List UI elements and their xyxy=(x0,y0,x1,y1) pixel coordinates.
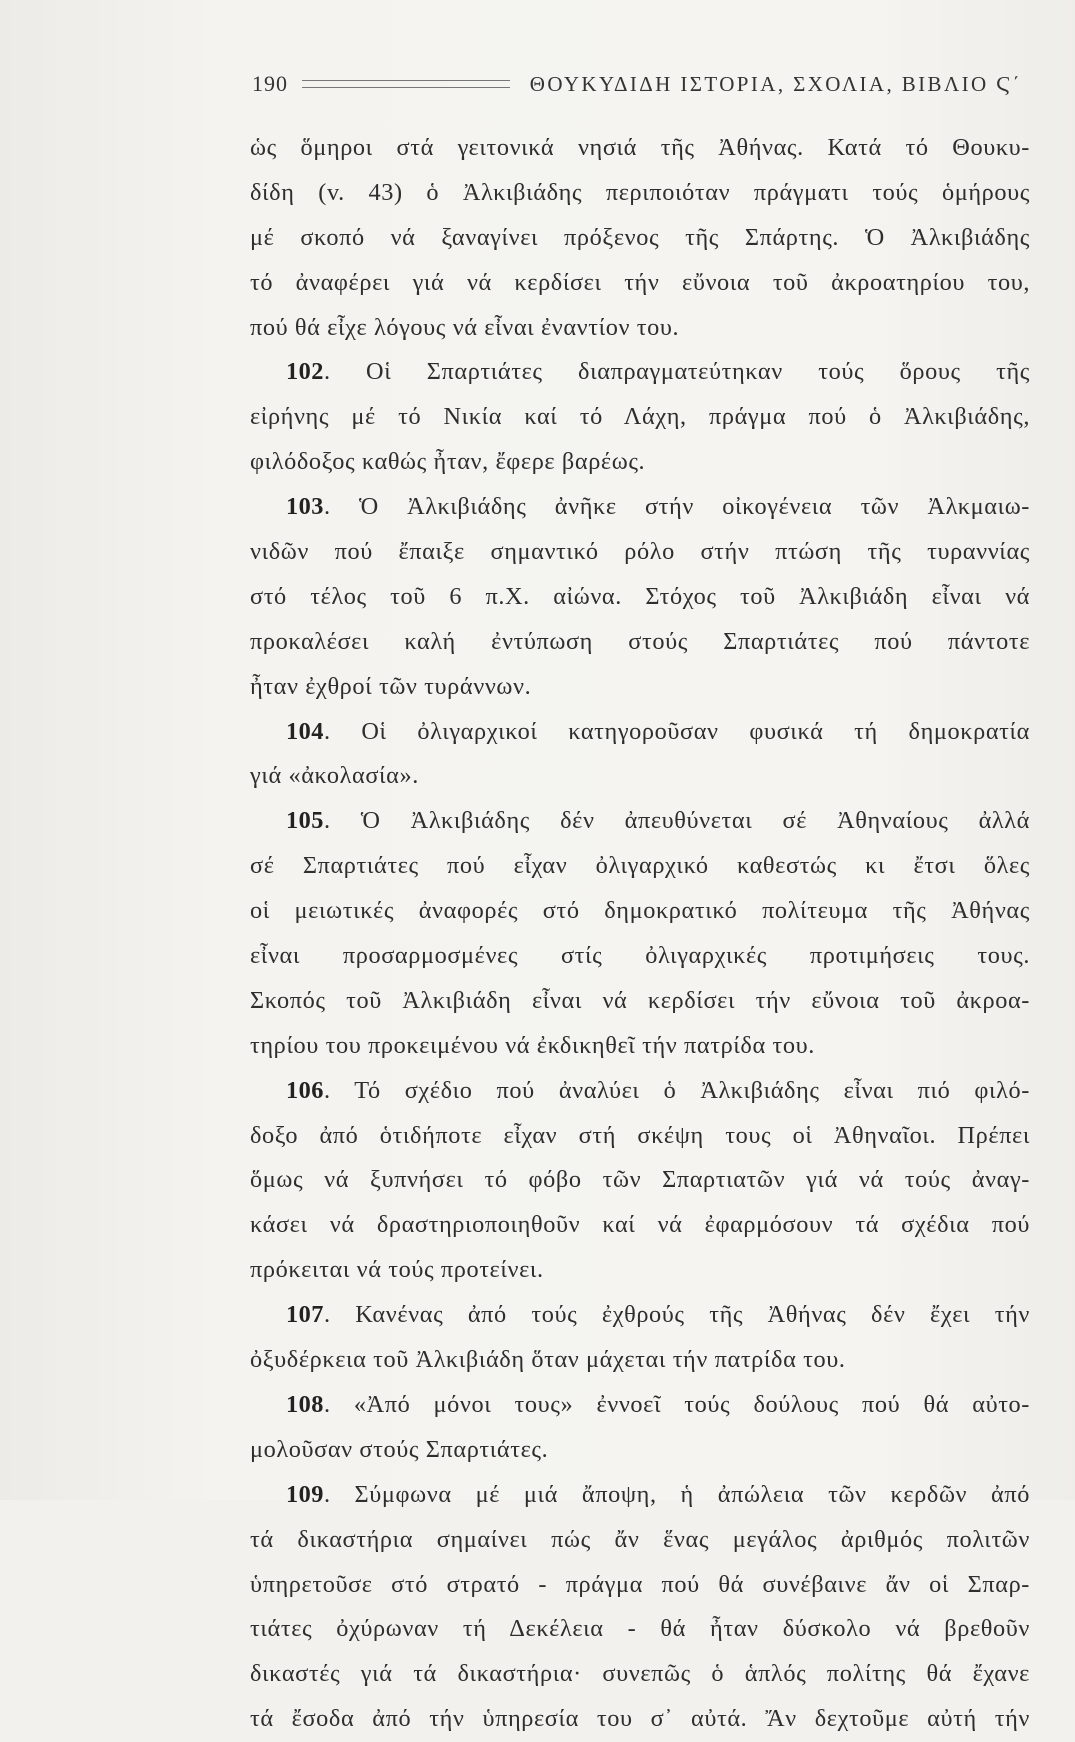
text-line xyxy=(250,665,1030,710)
note-number: 106 xyxy=(286,1076,324,1104)
text-line xyxy=(250,754,1030,799)
text-line xyxy=(250,710,1030,755)
line-text: . Οἱ Σπαρτιάτες διαπραγματεύτηκαν τούς ὅρους τῆς xyxy=(323,358,1030,386)
text-line xyxy=(250,799,1030,844)
line-text: . «Ἀπό μόνοι τους» ἐννοεῖ τούς δούλους πού θά αὐτο- xyxy=(323,1390,1030,1418)
line-text: σέ Σπαρτιάτες πού εἶχαν ὀλιγαρχικό καθεστώς κι ἔτσι ὅλες xyxy=(250,852,1030,880)
text-line xyxy=(250,1652,1030,1697)
line-text: . Σύμφωνα μέ μιά ἄποψη, ἡ ἀπώλεια τῶν κερδῶν ἀπό xyxy=(323,1480,1030,1508)
line-text: κάσει νά δραστηριοποιηθοῦν καί νά ἐφαρμόσουν τά σχέδια πού xyxy=(250,1211,1030,1239)
text-line xyxy=(250,1248,1030,1293)
line-text: νιδῶν πού ἔπαιξε σημαντικό ρόλο στήν πτώση τῆς τυραννίας xyxy=(250,538,1030,566)
line-text: φιλόδοξος καθώς ἦταν, ἔφερε βαρέως. xyxy=(250,448,646,476)
text-line xyxy=(250,261,1030,306)
note-number: 104 xyxy=(286,717,324,745)
line-text: εἰρήνης μέ τό Νικία καί τό Λάχη, πράγμα πού ὁ Ἀλκιβιάδης, xyxy=(250,403,1030,431)
line-text: τά ἔσοδα ἀπό τήν ὑπηρεσία του σ᾽ αὐτά. Ἄν δεχτοῦμε αὐτή τήν xyxy=(250,1705,1030,1733)
note-number: 105 xyxy=(286,807,324,835)
line-text: εἶναι προσαρμοσμένες στίς ὀλιγαρχικές προτιμήσεις τους. xyxy=(250,942,1030,970)
line-text: δίδη (v. 43) ὁ Ἀλκιβιάδης περιποιόταν πράγματι τούς ὁμήρους xyxy=(250,178,1030,206)
text-line xyxy=(250,1069,1030,1114)
text-line xyxy=(250,889,1030,934)
line-text: τό ἀναφέρει γιά νά κερδίσει τήν εὔνοια τοῦ ἀκροατηρίου του, xyxy=(250,268,1030,296)
text-line xyxy=(250,1473,1030,1518)
line-text: δοξο ἀπό ὁτιδήποτε εἶχαν στή σκέψη τους οἱ Ἀθηναῖοι. Πρέπει xyxy=(250,1121,1030,1149)
note-number: 102 xyxy=(286,358,324,386)
note-number: 103 xyxy=(286,493,324,521)
line-text: στό τέλος τοῦ 6 π.Χ. αἰώνα. Στόχος τοῦ Ἀλκιβιάδη εἶναι νά xyxy=(250,582,1030,610)
text-line xyxy=(250,395,1030,440)
text-line xyxy=(250,216,1030,261)
line-text: πρόκειται νά τούς προτείνει. xyxy=(250,1256,544,1284)
text-line xyxy=(250,1114,1030,1159)
text-line xyxy=(250,1518,1030,1563)
line-text: γιά «ἀκολασία». xyxy=(250,762,419,790)
text-line xyxy=(250,171,1030,216)
text-line xyxy=(250,1563,1030,1608)
running-title: ΘΟΥΚΥΔΙΔΗ ΙΣΤΟΡΙΑ, ΣΧΟΛΙΑ, ΒΙΒΛΙΟ Ϛ΄ xyxy=(529,71,1022,96)
line-text: ὀξυδέρκεια τοῦ Ἀλκιβιάδη ὅταν μάχεται τήν πατρίδα του. xyxy=(250,1346,846,1374)
line-text: μέ σκοπό νά ξαναγίνει πρόξενος τῆς Σπάρτης. Ὁ Ἀλκιβιάδης xyxy=(250,223,1030,251)
text-line xyxy=(250,530,1030,575)
text-line xyxy=(250,979,1030,1024)
text-line xyxy=(250,350,1030,395)
line-text: . Κανένας ἀπό τούς ἐχθρούς τῆς Ἀθήνας δέν ἔχει τήν xyxy=(323,1301,1030,1329)
text-line xyxy=(250,1383,1030,1428)
text-line xyxy=(250,126,1030,171)
note-number: 109 xyxy=(286,1480,324,1508)
line-text: μολοῦσαν στούς Σπαρτιάτες. xyxy=(250,1435,549,1463)
line-text: προκαλέσει καλή ἐντύπωση στούς Σπαρτιάτες πού πάντοτε xyxy=(250,627,1030,655)
text-line xyxy=(250,1024,1030,1069)
text-line xyxy=(250,1697,1030,1742)
line-text: πού θά εἶχε λόγους νά εἶναι ἐναντίον του. xyxy=(250,313,680,341)
text-line xyxy=(250,934,1030,979)
line-text: ὅμως νά ξυπνήσει τό φόβο τῶν Σπαρτιατῶν γιά νά τούς ἀναγ- xyxy=(250,1166,1030,1194)
line-text: τιάτες ὀχύρωναν τή Δεκέλεια - θά ἦταν δύσκολο νά βρεθοῦν xyxy=(250,1615,1030,1643)
page-number: 190 xyxy=(252,71,288,96)
line-text: Σκοπός τοῦ Ἀλκιβιάδη εἶναι νά κερδίσει τήν εὔνοια τοῦ ἀκροα- xyxy=(250,986,1030,1014)
page-header xyxy=(252,64,1022,104)
line-text: τά δικαστήρια σημαίνει πώς ἄν ἕνας μεγάλος ἀριθμός πολιτῶν xyxy=(250,1525,1030,1553)
text-line xyxy=(250,1158,1030,1203)
text-line xyxy=(250,1203,1030,1248)
text-line xyxy=(250,1338,1030,1383)
text-line xyxy=(250,620,1030,665)
line-text: ὑπηρετοῦσε στό στρατό - πράγμα πού θά συνέβαινε ἄν οἱ Σπαρ- xyxy=(250,1570,1030,1598)
text-line xyxy=(250,485,1030,530)
text-line xyxy=(250,1428,1030,1473)
line-text: οἱ μειωτικές ἀναφορές στό δημοκρατικό πολίτευμα τῆς Ἀθήνας xyxy=(250,897,1030,925)
note-number: 108 xyxy=(286,1390,324,1418)
text-line xyxy=(250,844,1030,889)
text-line xyxy=(250,1607,1030,1652)
line-text: . Τό σχέδιο πού ἀναλύει ὁ Ἀλκιβιάδης εἶναι πιό φιλό- xyxy=(323,1076,1030,1104)
header-rule xyxy=(302,80,510,88)
line-text: . Οἱ ὀλιγαρχικοί κατηγοροῦσαν φυσικά τή δημοκρατία xyxy=(323,717,1030,745)
line-text: τηρίου του προκειμένου νά ἐκδικηθεῖ τήν πατρίδα του. xyxy=(250,1031,815,1059)
line-text: ἦταν ἐχθροί τῶν τυράννων. xyxy=(250,672,532,700)
text-line xyxy=(250,1293,1030,1338)
line-text: . Ὁ Ἀλκιβιάδης ἀνῆκε στήν οἰκογένεια τῶν Ἀλκμαιω- xyxy=(323,493,1030,521)
text-line xyxy=(250,575,1030,620)
text-line xyxy=(250,440,1030,485)
text-line xyxy=(250,306,1030,351)
line-text: . Ὁ Ἀλκιβιάδης δέν ἀπευθύνεται σέ Ἀθηναίους ἀλλά xyxy=(323,807,1030,835)
note-number: 107 xyxy=(286,1301,324,1329)
line-text: ὡς ὅμηροι στά γειτονικά νησιά τῆς Ἀθήνας. Κατά τό Θουκυ- xyxy=(250,134,1030,161)
line-text: δικαστές γιά τά δικαστήρια· συνεπῶς ὁ ἁπλός πολίτης θά ἔχανε xyxy=(250,1660,1030,1688)
